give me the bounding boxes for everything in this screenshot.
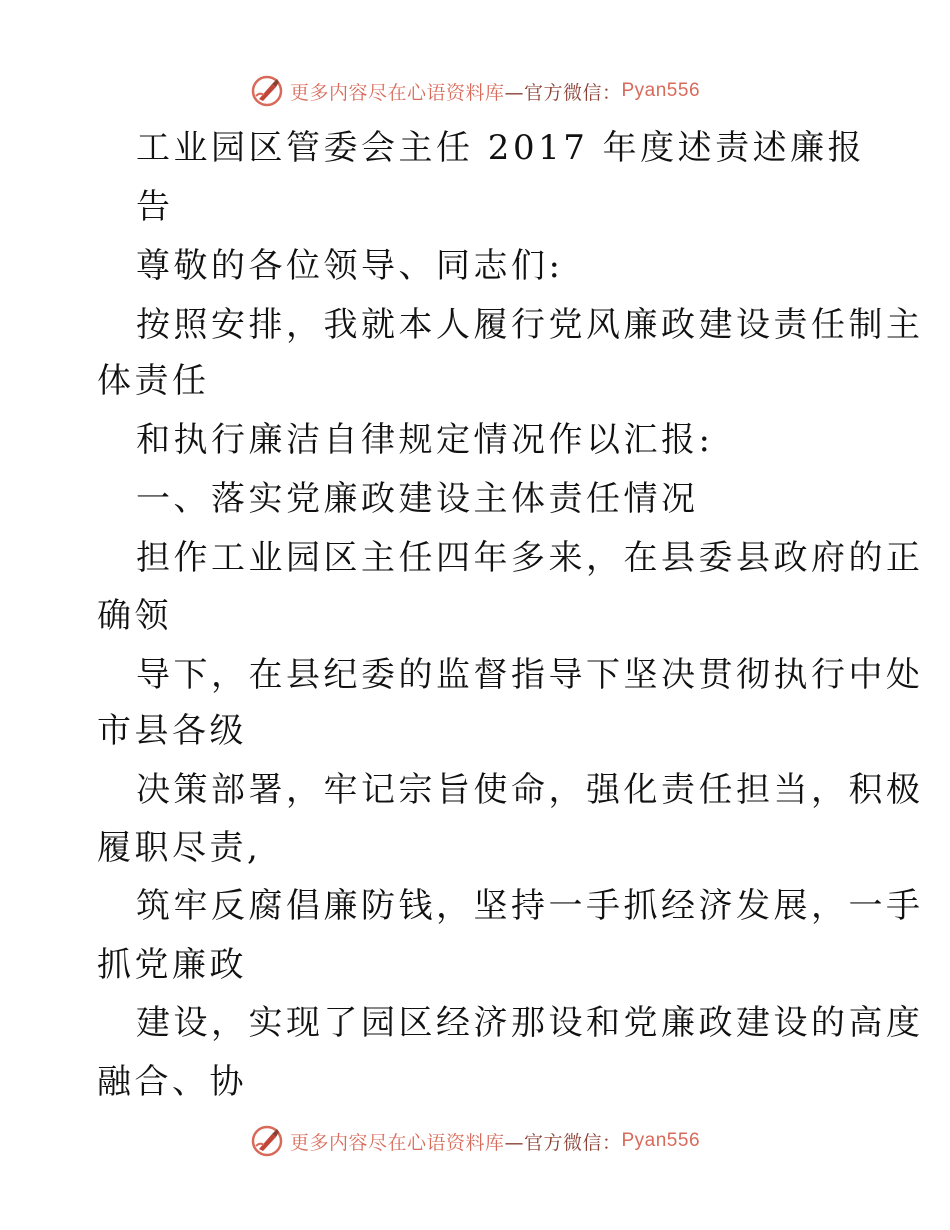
watermark-official-text: —官方微信： — [504, 1131, 622, 1154]
quill-pen-logo-icon — [250, 1124, 284, 1158]
salutation: 尊敬的各位领导、同志们: — [136, 246, 564, 286]
quill-pen-logo-icon — [250, 74, 284, 108]
watermark-wechat-id: Pyan556 — [621, 80, 701, 101]
section-heading: 一、落实党廉政建设主体责任情况 — [136, 479, 699, 519]
watermark-banner-bottom — [0, 1121, 950, 1161]
paragraph-line: 担作工业园区主任四年多来，在县委县政府的正 — [136, 538, 924, 578]
paragraph-line: 履职尽责, — [97, 828, 262, 868]
watermark-banner-top — [0, 71, 950, 111]
paragraph-line: 建设，实现了园区经济那设和党廉政建设的高度 — [136, 1003, 924, 1043]
paragraph-line: 市县各级 — [97, 711, 247, 751]
paragraph-line: 筑牢反腐倡廉防钱，坚持一手抓经济发展，一手 — [136, 886, 924, 926]
paragraph-line: 决策部署，牢记宗旨使命，强化责任担当，积极 — [136, 770, 924, 810]
watermark-wechat-id: Pyan556 — [621, 1130, 701, 1151]
watermark-official-text: —官方微信： — [504, 81, 622, 104]
paragraph-line: 确领 — [97, 596, 172, 636]
paragraph-line: 导下，在县纪委的监督指导下坚决贯彻执行中处 — [136, 655, 924, 695]
watermark-promo-text: 更多内容尽在心语资料库 — [289, 81, 505, 104]
document-title-line-2: 告 — [136, 187, 174, 227]
paragraph-line: 按照安排，我就本人履行党风廉政建设责任制主 — [136, 305, 924, 345]
paragraph-line: 和执行廉洁自律规定情况作以汇报: — [136, 420, 714, 460]
document-title-line-1: 工业园区管委会主任 2017 年度述责述廉报 — [136, 128, 866, 168]
paragraph-line: 融合、协 — [97, 1062, 247, 1102]
paragraph-line: 体责任 — [97, 361, 210, 401]
paragraph-line: 抓党廉政 — [97, 945, 247, 985]
watermark-promo-text: 更多内容尽在心语资料库 — [289, 1131, 505, 1154]
